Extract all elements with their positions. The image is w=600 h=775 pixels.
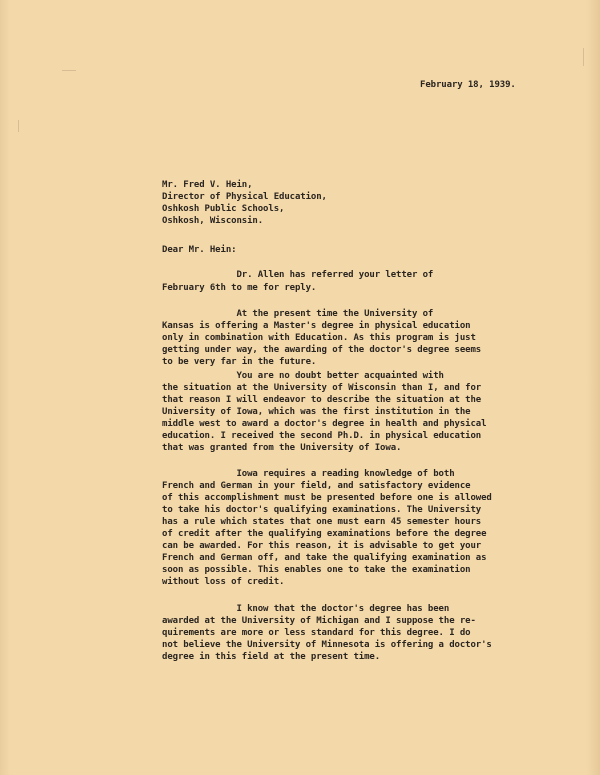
body-paragraph-4-line-8: French and German off, and take the qualifying examination as <box>162 553 487 563</box>
body-paragraph-4-line-9: soon as possible. This enables one to take the examination <box>162 565 471 575</box>
body-paragraph-3-line-3: that reason I will endeavor to describe the situation at the <box>162 395 482 405</box>
body-paragraph-4-line-6: of credit after the qualifying examinations before the degree <box>162 529 487 539</box>
recipient-title: Director of Physical Education, <box>162 192 327 202</box>
recipient-location: Oshkosh, Wisconsin. <box>162 216 264 226</box>
body-paragraph-4-line-3: of this accomplishment must be presented before one is allowed <box>162 493 492 503</box>
paper-left-edge <box>0 0 10 775</box>
body-paragraph-3-line-2: the situation at the University of Wisconsin than I, and for <box>162 383 482 393</box>
body-paragraph-4-line-1: Iowa requires a reading knowledge of both <box>162 469 455 479</box>
body-paragraph-3-line-4: University of Iowa, which was the first institution in the <box>162 407 471 417</box>
body-paragraph-5-line-2: awarded at the University of Michigan and I suppose the re- <box>162 616 476 626</box>
body-paragraph-5-line-1: I know that the doctor's degree has been <box>162 604 450 614</box>
body-paragraph-3-line-7: that was granted from the University of Iowa. <box>162 443 402 453</box>
recipient-name: Mr. Fred V. Hein, <box>162 180 253 190</box>
body-paragraph-4-line-4: to take his doctor's qualifying examinations. The University <box>162 505 482 515</box>
paper-speck <box>18 120 19 132</box>
body-paragraph-3-line-6: education. I received the second Ph.D. in physical education <box>162 431 482 441</box>
body-paragraph-2-line-1: At the present time the University of <box>162 309 434 319</box>
body-paragraph-4-line-10: without loss of credit. <box>162 577 285 587</box>
salutation: Dear Mr. Hein: <box>162 245 237 255</box>
body-paragraph-3-line-1: You are no doubt better acquainted with <box>162 371 444 381</box>
paper-speck <box>62 70 76 71</box>
body-paragraph-1-line-2: February 6th to me for reply. <box>162 283 317 293</box>
paper-speck <box>583 48 584 66</box>
body-paragraph-4-line-2: French and German in your field, and satisfactory evidence <box>162 481 471 491</box>
body-paragraph-1-line-1: Dr. Allen has referred your letter of <box>162 270 434 280</box>
body-paragraph-4-line-5: has a rule which states that one must earn 45 semester hours <box>162 517 482 527</box>
body-paragraph-5-line-5: degree in this field at the present time. <box>162 652 381 662</box>
body-paragraph-4-line-7: can be awarded. For this reason, it is advisable to get your <box>162 541 482 551</box>
body-paragraph-2-line-3: only in combination with Education. As this program is just <box>162 333 476 343</box>
body-paragraph-3-line-5: middle west to award a doctor's degree in health and physical <box>162 419 487 429</box>
body-paragraph-5-line-3: quirements are more or less standard for this degree. I do <box>162 628 471 638</box>
body-paragraph-2-line-4: getting under way, the awarding of the doctor's degree seems <box>162 345 482 355</box>
letter-date: February 18, 1939. <box>420 80 516 90</box>
body-paragraph-2-line-5: to be very far in the future. <box>162 357 317 367</box>
body-paragraph-2-line-2: Kansas is offering a Master's degree in physical education <box>162 321 471 331</box>
recipient-organization: Oshkosh Public Schools, <box>162 204 285 214</box>
body-paragraph-5-line-4: not believe the University of Minnesota is offering a doctor's <box>162 640 492 650</box>
paper-right-edge <box>586 0 600 775</box>
